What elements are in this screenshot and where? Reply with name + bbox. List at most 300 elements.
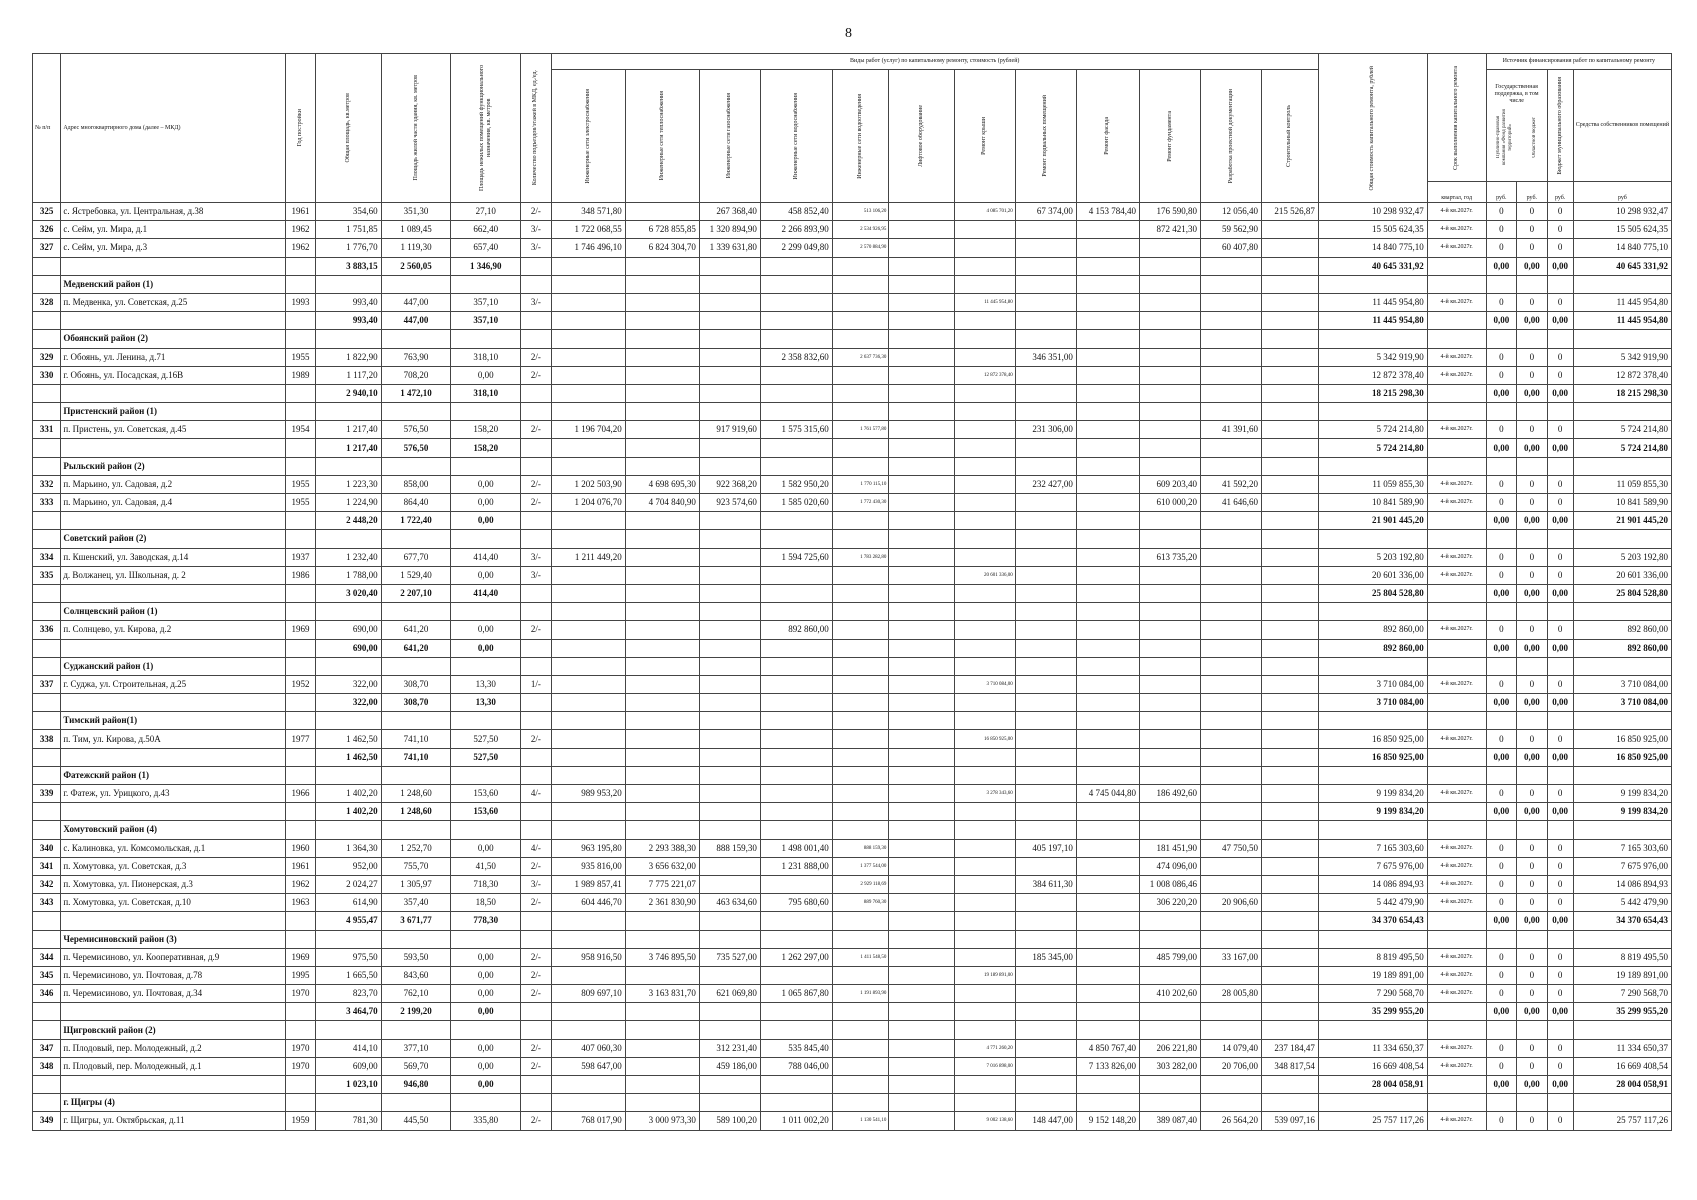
- work-cost-0: [551, 966, 625, 984]
- subtotal-total-cost: 35 299 955,20: [1318, 1003, 1427, 1021]
- subtotal-empty: [285, 584, 316, 602]
- row-number: 334: [33, 548, 61, 566]
- work-cost-11: [1262, 857, 1319, 875]
- living-area: 762,10: [381, 985, 451, 1003]
- row-number: 336: [33, 621, 61, 639]
- work-cost-7: [1015, 566, 1076, 584]
- work-cost-7: 384 611,30: [1015, 875, 1076, 893]
- district-empty: [1015, 1021, 1076, 1039]
- district-empty: [1318, 275, 1427, 293]
- build-year: 1989: [285, 366, 316, 384]
- work-cost-2: 922 368,20: [699, 475, 760, 493]
- work-cost-11: [1262, 494, 1319, 512]
- district-empty: [954, 275, 1015, 293]
- work-cost-10: [1201, 730, 1262, 748]
- district-empty: [1201, 330, 1262, 348]
- work-cost-9: 474 096,00: [1140, 857, 1201, 875]
- municipal-amount: 0: [1547, 1039, 1573, 1057]
- district-empty: [889, 330, 954, 348]
- regional-amount: 0: [1517, 875, 1548, 893]
- total-area: 690,00: [316, 621, 381, 639]
- subtotal-owners: 892 860,00: [1573, 639, 1671, 657]
- subtotal-empty: [832, 257, 889, 275]
- subtotal-municipal: 0,00: [1547, 439, 1573, 457]
- total-area: 1 665,50: [316, 966, 381, 984]
- regional-amount: 0: [1517, 475, 1548, 493]
- repair-term: 4-й кв.2027г.: [1427, 857, 1486, 875]
- total-cost: 3 710 084,00: [1318, 675, 1427, 693]
- subtotal-empty: [699, 912, 760, 930]
- municipal-amount: 0: [1547, 239, 1573, 257]
- district-empty: [285, 603, 316, 621]
- district-empty: [1486, 766, 1517, 784]
- district-empty: [1486, 930, 1517, 948]
- subtotal-empty: [760, 694, 832, 712]
- subtotal-living-area: 1 248,60: [381, 803, 451, 821]
- subtotal-nonres-area: 527,50: [451, 748, 521, 766]
- subtotal-nonres-area: 0,00: [451, 512, 521, 530]
- municipal-amount: 0: [1547, 621, 1573, 639]
- work-cost-11: [1262, 366, 1319, 384]
- work-cost-6: 7 016 898,00: [954, 1057, 1015, 1075]
- subtotal-empty: [760, 257, 832, 275]
- work-cost-2: [699, 566, 760, 584]
- subtotal-fund: 0,00: [1486, 694, 1517, 712]
- work-cost-7: [1015, 785, 1076, 803]
- work-cost-3: 1 498 001,40: [760, 839, 832, 857]
- fund-amount: 0: [1486, 857, 1517, 875]
- work-cost-6: 3 710 084,00: [954, 675, 1015, 693]
- regional-amount: 0: [1517, 1039, 1548, 1057]
- district-empty: [1318, 1094, 1427, 1112]
- work-cost-5: [889, 675, 954, 693]
- build-year: 1993: [285, 293, 316, 311]
- subtotal-empty: [699, 439, 760, 457]
- subtotal-owners: 28 004 058,91: [1573, 1076, 1671, 1094]
- district-empty: [1015, 821, 1076, 839]
- work-cost-0: 768 017,90: [551, 1112, 625, 1130]
- subtotal-empty: [889, 512, 954, 530]
- district-empty: [1262, 330, 1319, 348]
- row-number: 325: [33, 203, 61, 221]
- district-empty: [1573, 275, 1671, 293]
- district-empty: [1318, 530, 1427, 548]
- subtotal-nonres-area: 357,10: [451, 312, 521, 330]
- subtotal-empty: [61, 1076, 285, 1094]
- subtotal-total-area: 690,00: [316, 639, 381, 657]
- district-empty: [625, 1094, 699, 1112]
- work-cost-9: 610 000,20: [1140, 494, 1201, 512]
- header-sources-title: Источник финансирования работ по капитальному ремонту: [1486, 54, 1671, 70]
- build-year: 1986: [285, 566, 316, 584]
- work-cost-5: [889, 566, 954, 584]
- work-cost-2: [699, 348, 760, 366]
- work-cost-7: [1015, 894, 1076, 912]
- floors: 2/-: [521, 985, 552, 1003]
- regional-amount: 0: [1517, 839, 1548, 857]
- work-cost-2: [699, 621, 760, 639]
- work-cost-9: 609 203,40: [1140, 475, 1201, 493]
- work-cost-6: [954, 221, 1015, 239]
- living-area: 1 089,45: [381, 221, 451, 239]
- work-cost-11: [1262, 675, 1319, 693]
- district-empty: [1486, 530, 1517, 548]
- work-cost-3: [760, 875, 832, 893]
- subtotal-empty: [1262, 803, 1319, 821]
- total-cost: 11 445 954,80: [1318, 293, 1427, 311]
- subtotal-total-cost: 21 901 445,20: [1318, 512, 1427, 530]
- district-row: [33, 657, 1672, 675]
- district-empty: [316, 657, 381, 675]
- subtotal-empty: [954, 257, 1015, 275]
- district-empty: [33, 930, 61, 948]
- house-row: [33, 785, 1672, 803]
- subtotal-empty: [889, 584, 954, 602]
- subtotal-empty: [1427, 803, 1486, 821]
- work-cost-8: [1076, 366, 1139, 384]
- district-empty: [1547, 712, 1573, 730]
- regional-amount: 0: [1517, 494, 1548, 512]
- repair-term: 4-й кв.2027г.: [1427, 366, 1486, 384]
- subtotal-empty: [285, 312, 316, 330]
- owners-amount: 7 165 303,60: [1573, 839, 1671, 857]
- header-work-2-text: Инженерные сети газоснабжения: [726, 93, 733, 179]
- work-cost-2: 589 100,20: [699, 1112, 760, 1130]
- district-empty: [551, 1021, 625, 1039]
- house-row: [33, 857, 1672, 875]
- nonres-area: 662,40: [451, 221, 521, 239]
- total-cost: 19 189 891,00: [1318, 966, 1427, 984]
- district-empty: [1140, 766, 1201, 784]
- district-empty: [285, 403, 316, 421]
- subtotal-empty: [1201, 748, 1262, 766]
- district-empty: [1486, 1094, 1517, 1112]
- work-cost-1: [625, 366, 699, 384]
- subtotal-empty: [521, 257, 552, 275]
- nonres-area: 0,00: [451, 494, 521, 512]
- subtotal-empty: [1201, 803, 1262, 821]
- subtotal-empty: [521, 1076, 552, 1094]
- subtotal-empty: [33, 912, 61, 930]
- district-empty: [316, 766, 381, 784]
- work-cost-10: [1201, 675, 1262, 693]
- district-empty: [760, 457, 832, 475]
- subtotal-empty: [33, 439, 61, 457]
- living-area: 593,50: [381, 948, 451, 966]
- subtotal-empty: [1140, 257, 1201, 275]
- subtotal-fund: 0,00: [1486, 803, 1517, 821]
- work-cost-0: 604 446,70: [551, 894, 625, 912]
- district-empty: [551, 275, 625, 293]
- municipal-amount: 0: [1547, 857, 1573, 875]
- work-cost-0: 958 916,50: [551, 948, 625, 966]
- work-cost-2: 459 186,00: [699, 1057, 760, 1075]
- total-cost: 9 199 834,20: [1318, 785, 1427, 803]
- district-empty: [1318, 657, 1427, 675]
- subtotal-owners: 5 724 214,80: [1573, 439, 1671, 457]
- subtotal-empty: [954, 912, 1015, 930]
- subtotal-fund: 0,00: [1486, 439, 1517, 457]
- living-area: 641,20: [381, 621, 451, 639]
- work-cost-9: 1 008 086,46: [1140, 875, 1201, 893]
- district-empty: [33, 457, 61, 475]
- district-empty: [285, 657, 316, 675]
- work-cost-4: [832, 1039, 889, 1057]
- build-year: 1962: [285, 875, 316, 893]
- district-empty: [316, 457, 381, 475]
- work-cost-1: 3 746 895,50: [625, 948, 699, 966]
- district-empty: [451, 275, 521, 293]
- house-address: с. Сейм, ул. Мира, д.1: [61, 221, 285, 239]
- total-area: 975,50: [316, 948, 381, 966]
- subtotal-empty: [889, 912, 954, 930]
- work-cost-0: [551, 366, 625, 384]
- district-empty: [699, 330, 760, 348]
- total-cost: 5 203 192,80: [1318, 548, 1427, 566]
- work-cost-0: 809 697,10: [551, 985, 625, 1003]
- work-cost-6: [954, 494, 1015, 512]
- house-address: п. Черемисиново, ул. Кооперативная, д.9: [61, 948, 285, 966]
- repair-term: 4-й кв.2027г.: [1427, 1112, 1486, 1130]
- district-empty: [954, 1094, 1015, 1112]
- work-cost-0: 598 647,00: [551, 1057, 625, 1075]
- subtotal-empty: [699, 803, 760, 821]
- subtotal-empty: [1201, 584, 1262, 602]
- fund-amount: 0: [1486, 1112, 1517, 1130]
- work-cost-11: [1262, 239, 1319, 257]
- subtotal-empty: [551, 639, 625, 657]
- owners-amount: 25 757 117,26: [1573, 1112, 1671, 1130]
- subtotal-empty: [61, 803, 285, 821]
- work-cost-7: [1015, 621, 1076, 639]
- municipal-amount: 0: [1547, 548, 1573, 566]
- subtotal-municipal: 0,00: [1547, 1003, 1573, 1021]
- work-cost-0: 1 211 449,20: [551, 548, 625, 566]
- fund-amount: 0: [1486, 421, 1517, 439]
- district-empty: [1547, 275, 1573, 293]
- subtotal-owners: 3 710 084,00: [1573, 694, 1671, 712]
- subtotal-empty: [1015, 803, 1076, 821]
- district-empty: [625, 766, 699, 784]
- subtotal-fund: 0,00: [1486, 748, 1517, 766]
- subtotal-empty: [954, 439, 1015, 457]
- district-empty: [1547, 403, 1573, 421]
- district-name: Фатежский район (1): [61, 766, 285, 784]
- district-empty: [1201, 657, 1262, 675]
- subtotal-total-area: 2 940,10: [316, 384, 381, 402]
- subtotal-empty: [954, 512, 1015, 530]
- repair-term: 4-й кв.2027г.: [1427, 548, 1486, 566]
- row-number: 328: [33, 293, 61, 311]
- subtotal-municipal: 0,00: [1547, 748, 1573, 766]
- house-address: п. Солнцево, ул. Кирова, д.2: [61, 621, 285, 639]
- work-cost-2: 1 320 894,90: [699, 221, 760, 239]
- work-cost-2: 1 339 631,80: [699, 239, 760, 257]
- work-cost-5: [889, 839, 954, 857]
- subtotal-empty: [285, 694, 316, 712]
- work-cost-11: [1262, 966, 1319, 984]
- work-cost-5: [889, 985, 954, 1003]
- district-empty: [889, 603, 954, 621]
- district-empty: [625, 330, 699, 348]
- fund-amount: 0: [1486, 875, 1517, 893]
- district-empty: [1486, 712, 1517, 730]
- district-empty: [889, 821, 954, 839]
- header-num: № п/п: [33, 54, 61, 203]
- work-cost-6: 16 850 925,00: [954, 730, 1015, 748]
- header-living-area: [381, 54, 451, 203]
- district-empty: [1140, 330, 1201, 348]
- subtotal-regional: 0,00: [1517, 1003, 1548, 1021]
- subtotal-empty: [551, 439, 625, 457]
- subtotal-empty: [285, 512, 316, 530]
- living-area: 357,40: [381, 894, 451, 912]
- municipal-amount: 0: [1547, 966, 1573, 984]
- district-empty: [521, 1021, 552, 1039]
- repair-term: 4-й кв.2027г.: [1427, 675, 1486, 693]
- work-cost-4: 888 159,30: [832, 839, 889, 857]
- district-empty: [551, 657, 625, 675]
- subtotal-regional: 0,00: [1517, 1076, 1548, 1094]
- subtotal-empty: [1427, 694, 1486, 712]
- district-empty: [521, 766, 552, 784]
- district-empty: [1015, 603, 1076, 621]
- district-empty: [625, 275, 699, 293]
- subtotal-empty: [760, 639, 832, 657]
- district-empty: [1318, 712, 1427, 730]
- district-empty: [381, 530, 451, 548]
- district-empty: [832, 1021, 889, 1039]
- district-empty: [381, 657, 451, 675]
- municipal-amount: 0: [1547, 475, 1573, 493]
- floors: 3/-: [521, 566, 552, 584]
- header-total-cost-text: Общая стоимость капитального ремонта, рублей: [1369, 65, 1376, 191]
- build-year: 1961: [285, 857, 316, 875]
- work-cost-4: 1 411 548,50: [832, 948, 889, 966]
- work-cost-6: [954, 894, 1015, 912]
- work-cost-2: [699, 366, 760, 384]
- header-work-7-text: Ремонт подвальных помещений: [1042, 95, 1049, 177]
- work-cost-2: [699, 730, 760, 748]
- district-empty: [1076, 712, 1139, 730]
- subtotal-total-area: 3 020,40: [316, 584, 381, 602]
- district-empty: [1427, 657, 1486, 675]
- subtotal-empty: [699, 748, 760, 766]
- work-cost-11: [1262, 985, 1319, 1003]
- header-floors-text: Количество подъездов/этажей в МКД, ед./ед.: [532, 70, 539, 186]
- nonres-area: 718,30: [451, 875, 521, 893]
- living-area: 576,50: [381, 421, 451, 439]
- subtotal-total-area: 993,40: [316, 312, 381, 330]
- house-address: г. Фатеж, ул. Урицкого, д.43: [61, 785, 285, 803]
- subtotal-fund: 0,00: [1486, 257, 1517, 275]
- work-cost-4: [832, 785, 889, 803]
- subtotal-empty: [625, 803, 699, 821]
- subtotal-nonres-area: 0,00: [451, 639, 521, 657]
- row-number: 348: [33, 1057, 61, 1075]
- district-empty: [1318, 330, 1427, 348]
- work-cost-3: [760, 730, 832, 748]
- owners-amount: 14 840 775,10: [1573, 239, 1671, 257]
- district-empty: [832, 275, 889, 293]
- floors: 3/-: [521, 221, 552, 239]
- district-empty: [1517, 330, 1548, 348]
- district-empty: [521, 457, 552, 475]
- district-empty: [625, 1021, 699, 1039]
- work-cost-1: 6 728 855,85: [625, 221, 699, 239]
- house-row: [33, 1057, 1672, 1075]
- subtotal-empty: [285, 439, 316, 457]
- subtotal-empty: [760, 1076, 832, 1094]
- subtotal-empty: [1015, 1076, 1076, 1094]
- subtotal-empty: [61, 748, 285, 766]
- work-cost-3: [760, 675, 832, 693]
- subtotal-empty: [832, 912, 889, 930]
- fund-amount: 0: [1486, 730, 1517, 748]
- build-year: 1970: [285, 1039, 316, 1057]
- subtotal-living-area: 946,80: [381, 1076, 451, 1094]
- header-work-5-text: Лифтовое оборудование: [918, 105, 925, 167]
- build-year: 1937: [285, 548, 316, 566]
- subtotal-regional: 0,00: [1517, 439, 1548, 457]
- house-row: [33, 966, 1672, 984]
- work-cost-11: [1262, 894, 1319, 912]
- work-cost-3: 458 852,40: [760, 203, 832, 221]
- header-nonres-area: [451, 54, 521, 203]
- nonres-area: 0,00: [451, 1039, 521, 1057]
- district-empty: [285, 1094, 316, 1112]
- district-empty: [699, 403, 760, 421]
- district-empty: [551, 930, 625, 948]
- work-cost-0: 348 571,80: [551, 203, 625, 221]
- total-cost: 8 819 495,50: [1318, 948, 1427, 966]
- regional-amount: 0: [1517, 203, 1548, 221]
- subtotal-empty: [1262, 694, 1319, 712]
- district-empty: [954, 330, 1015, 348]
- district-empty: [521, 530, 552, 548]
- subtotal-empty: [1427, 639, 1486, 657]
- regional-amount: 0: [1517, 421, 1548, 439]
- district-empty: [625, 603, 699, 621]
- owners-amount: 5 203 192,80: [1573, 548, 1671, 566]
- work-cost-5: [889, 366, 954, 384]
- header-living-area-text: Площадь жилой части здания, кв. метров: [412, 75, 419, 181]
- district-empty: [1573, 403, 1671, 421]
- floors: 4/-: [521, 785, 552, 803]
- living-area: 351,30: [381, 203, 451, 221]
- work-cost-10: 41 592,20: [1201, 475, 1262, 493]
- work-cost-6: [954, 985, 1015, 1003]
- subtotal-total-cost: 25 804 528,80: [1318, 584, 1427, 602]
- subtotal-nonres-area: 13,30: [451, 694, 521, 712]
- living-area: 447,00: [381, 293, 451, 311]
- work-cost-6: 11 445 954,80: [954, 293, 1015, 311]
- subtotal-empty: [889, 1003, 954, 1021]
- header-work-1-text: Инженерные сети теплоснабжения: [658, 91, 665, 181]
- district-empty: [954, 766, 1015, 784]
- district-empty: [285, 712, 316, 730]
- subtotal-empty: [832, 694, 889, 712]
- district-empty: [381, 766, 451, 784]
- repair-term: 4-й кв.2027г.: [1427, 494, 1486, 512]
- district-empty: [1427, 930, 1486, 948]
- work-cost-1: [625, 293, 699, 311]
- repair-term: 4-й кв.2027г.: [1427, 839, 1486, 857]
- district-empty: [521, 1094, 552, 1112]
- subtotal-empty: [1140, 1076, 1201, 1094]
- work-cost-7: [1015, 966, 1076, 984]
- work-cost-2: [699, 785, 760, 803]
